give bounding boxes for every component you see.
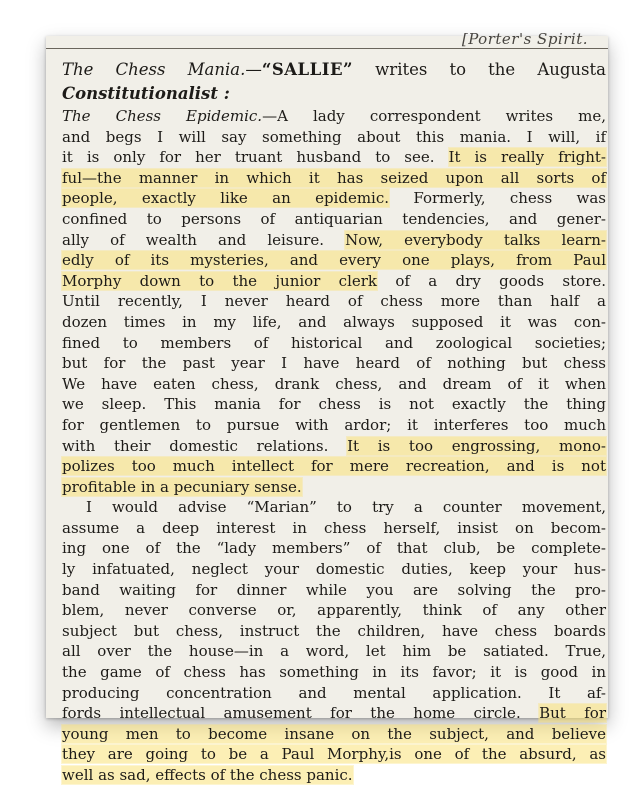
- text-segment: We have eaten chess, drank chess, and dream of it when: [62, 374, 606, 393]
- text-line: [62, 436, 606, 457]
- source-credit: [Porter's Spirit.: [461, 30, 588, 48]
- text-segment: of a dry goods store.: [377, 271, 606, 290]
- text-segment: The Chess Epidemic.: [62, 107, 263, 125]
- paragraph-1: [62, 106, 606, 497]
- paragraph-2: [62, 497, 606, 785]
- text-line: [62, 312, 606, 333]
- article-body: [62, 58, 606, 786]
- text-line: [62, 168, 606, 189]
- text-segment: Formerly, chess was: [389, 189, 606, 208]
- highlighted-text: It is too engrossing, mono-: [347, 436, 606, 455]
- text-line: [62, 703, 606, 724]
- text-line: [62, 271, 606, 292]
- text-segment: I would advise “Marian” to try a counter movement,: [86, 498, 606, 517]
- highlighted-text: people, exactly like an epidemic.: [62, 189, 390, 208]
- text-line: [62, 559, 606, 580]
- text-segment: confined to persons of antiquarian tendencies, and gener-: [62, 209, 606, 228]
- text-line: [62, 641, 606, 662]
- headline-dash: —: [245, 60, 262, 79]
- highlighted-text: well as sad, effects of the chess panic.: [62, 766, 353, 784]
- text-line: [62, 415, 606, 436]
- highlighted-text: But for: [539, 704, 607, 723]
- text-line: [62, 394, 606, 415]
- text-line: [62, 209, 606, 230]
- text-segment: ing one of the “lady members” of that club, be complete-: [62, 539, 606, 558]
- text-line: [62, 662, 606, 683]
- text-segment: producing concentration and mental application. It af-: [62, 683, 606, 702]
- text-segment: it is only for her truant husband to see.: [62, 148, 449, 167]
- highlighted-text: It is really fright-: [448, 148, 606, 167]
- text-segment: assume a deep interest in chess herself, insist on becom-: [62, 518, 606, 537]
- text-segment: dozen times in my life, and always supposed it was con-: [62, 312, 606, 331]
- text-segment: ly infatuated, neglect your domestic duties, keep your hus-: [62, 560, 606, 579]
- text-segment: band waiting for dinner while you are solving the pro-: [62, 580, 606, 599]
- text-line: [62, 600, 606, 621]
- text-line: [62, 230, 606, 251]
- text-line: [62, 518, 606, 539]
- text-line: [62, 127, 606, 148]
- text-segment: fords intellectual amusement for the home circle.: [62, 704, 540, 723]
- highlighted-text: polizes too much intellect for mere recreation, and is not: [62, 457, 606, 476]
- headline-writer: “SALLIE”: [261, 60, 354, 79]
- text-line: [62, 250, 606, 271]
- text-segment: and begs I will say something about this mania. I will, if: [62, 127, 606, 146]
- text-segment: Until recently, I never heard of chess more than half a: [62, 292, 606, 311]
- text-line: [62, 497, 606, 518]
- text-segment: all over the house—in a word, let him be satiated. True,: [62, 642, 606, 661]
- headline-rest: writes to the Augusta: [353, 60, 606, 79]
- text-line: [62, 291, 606, 312]
- text-line: [62, 580, 606, 601]
- highlighted-text: young men to become insane on the subject, and believe: [62, 724, 606, 743]
- text-line: [62, 744, 606, 765]
- headline: [62, 58, 606, 82]
- text-segment: subject but chess, instruct the children, have chess boards: [62, 621, 606, 640]
- text-line: [62, 333, 606, 354]
- text-line: [62, 477, 606, 498]
- text-line: [62, 683, 606, 704]
- highlighted-text: they are going to be a Paul Morphy,is one of the absurd, as: [62, 745, 606, 764]
- text-line: [62, 374, 606, 395]
- text-line: [62, 106, 606, 127]
- text-segment: but for the past year I have heard of nothing but chess: [62, 354, 606, 373]
- highlighted-text: Now, everybody talks learn-: [345, 230, 606, 249]
- text-line: [62, 765, 606, 786]
- text-line: [62, 188, 606, 209]
- text-segment: blem, never converse or, apparently, think of any other: [62, 601, 606, 620]
- headline-paper-line: [62, 82, 606, 106]
- highlighted-text: edly of its mysteries, and every one plays, from Paul: [62, 251, 606, 270]
- highlighted-text: ful—the manner in which it has seized upon all sorts of: [62, 168, 606, 187]
- text-segment: the game of chess has something in its favor; it is good in: [62, 663, 606, 682]
- text-line: [62, 147, 606, 168]
- text-segment: ally of wealth and leisure.: [62, 230, 346, 249]
- text-segment: —A lady correspondent writes me,: [262, 107, 607, 125]
- text-line: [62, 353, 606, 374]
- text-line: [62, 538, 606, 559]
- newspaper-name: Constitutionalist :: [62, 84, 230, 103]
- text-segment: with their domestic relations.: [62, 436, 348, 455]
- text-segment: we sleep. This mania for chess is not exactly the thing: [62, 395, 606, 414]
- text-line: [62, 621, 606, 642]
- text-segment: fined to members of historical and zoological societies;: [62, 333, 606, 352]
- text-line: [62, 456, 606, 477]
- highlighted-text: Morphy down to the junior clerk: [62, 271, 378, 290]
- column-rule: [46, 48, 608, 49]
- newspaper-clipping: [46, 30, 608, 784]
- highlighted-text: profitable in a pecuniary sense.: [62, 477, 302, 496]
- text-segment: for gentlemen to pursue with ardor; it interferes too much: [62, 415, 606, 434]
- headline-title: The Chess Mania.: [62, 60, 246, 79]
- text-line: [62, 724, 606, 745]
